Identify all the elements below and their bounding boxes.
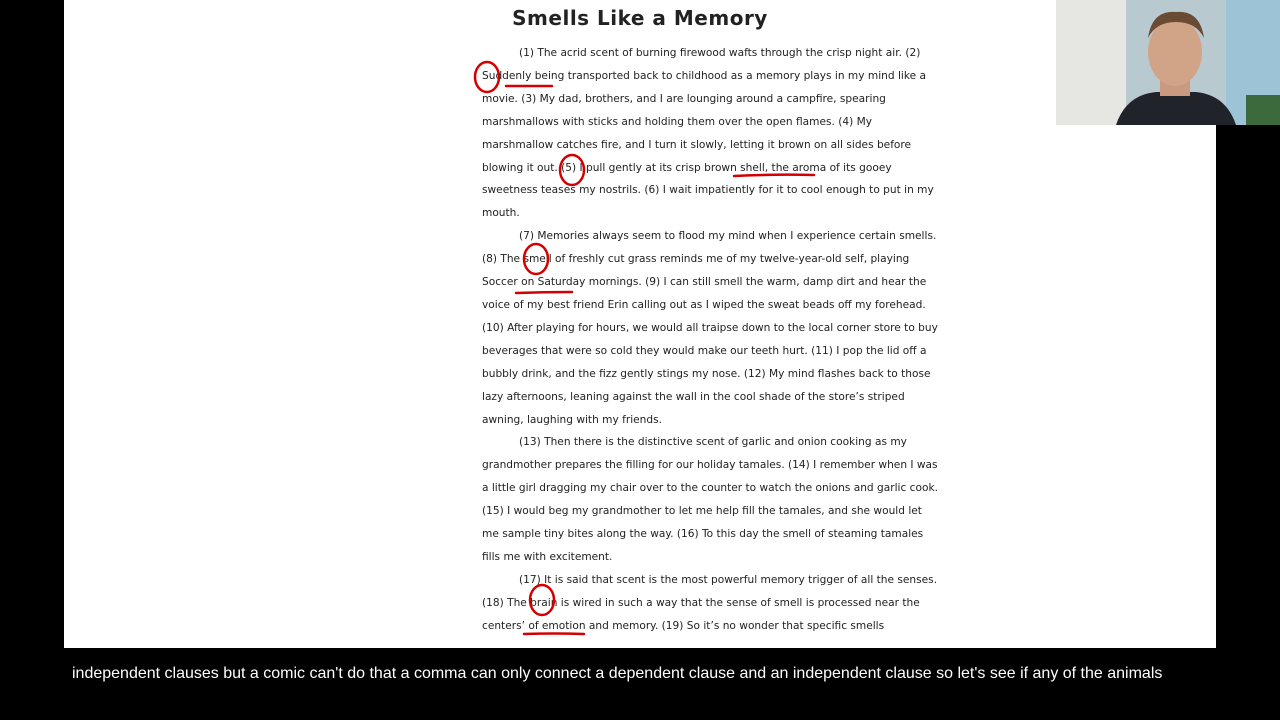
presenter-video-icon <box>1056 0 1280 125</box>
document-title: Smells Like a Memory <box>512 6 768 30</box>
paragraph-4: (17) It is said that scent is the most powerful memory trigger of all the senses. (18) The brain is wired in such a way that the sense of smell is processed near the centers’ of emotion and memory. (19) So it’s no wonder that specific smells <box>482 573 938 632</box>
paragraph-2: (7) Memories always seem to flood my mind when I experience certain smells. (8) The smell of freshly cut grass reminds me of my twelve-year-old self, playing Soccer on Saturday mornings. (9) I can still smell the warm, damp dirt and hear the voice of my best friend Erin calling out as I wiped the sweat beads off my forehead. (10) After playing for hours, we would all traipse down to the local corner store to buy beverages that were so cold they would make our teeth hurt. (11) I pop the lid off a bubbly drink, and the fizz gently stings my nose. (12) My mind flashes back to those lazy afternoons, leaning against the wall in the cool shade of the store’s striped awning, laughing with my friends. <box>482 230 938 426</box>
document-page <box>64 0 1216 648</box>
document-body <box>482 42 942 638</box>
closed-caption-text: independent clauses but a comic can't do that a comma can only connect a dependent clause and an independent clause so let's see if any of the animals <box>72 665 1163 682</box>
paragraph-1: (1) The acrid scent of burning firewood wafts through the crisp night air. (2) Suddenly being transported back to childhood as a memory plays in my mind like a movie. (3) My dad, brothers, and I are lounging around a campfire, spearing marshmallows with sticks and holding them over the open flames. (4) My marshmallow catches fire, and I turn it slowly, letting it brown on all sides before blowing it out. (5) I pull gently at its crisp brown shell, the aroma of its gooey sweetness teases my nostrils. (6) I wait impatiently for it to cool enough to put in my mouth. <box>482 47 934 220</box>
paragraph-3: (13) Then there is the distinctive scent of garlic and onion cooking as my grandmother prepares the filling for our holiday tamales. (14) I remember when I was a little girl dragging my chair over to the counter to watch the onions and garlic cook. (15) I would beg my grandmother to let me help fill the tamales, and she would let me sample tiny bites along the way. (16) To this day the smell of steaming tamales fills me with excitement. <box>482 436 938 563</box>
